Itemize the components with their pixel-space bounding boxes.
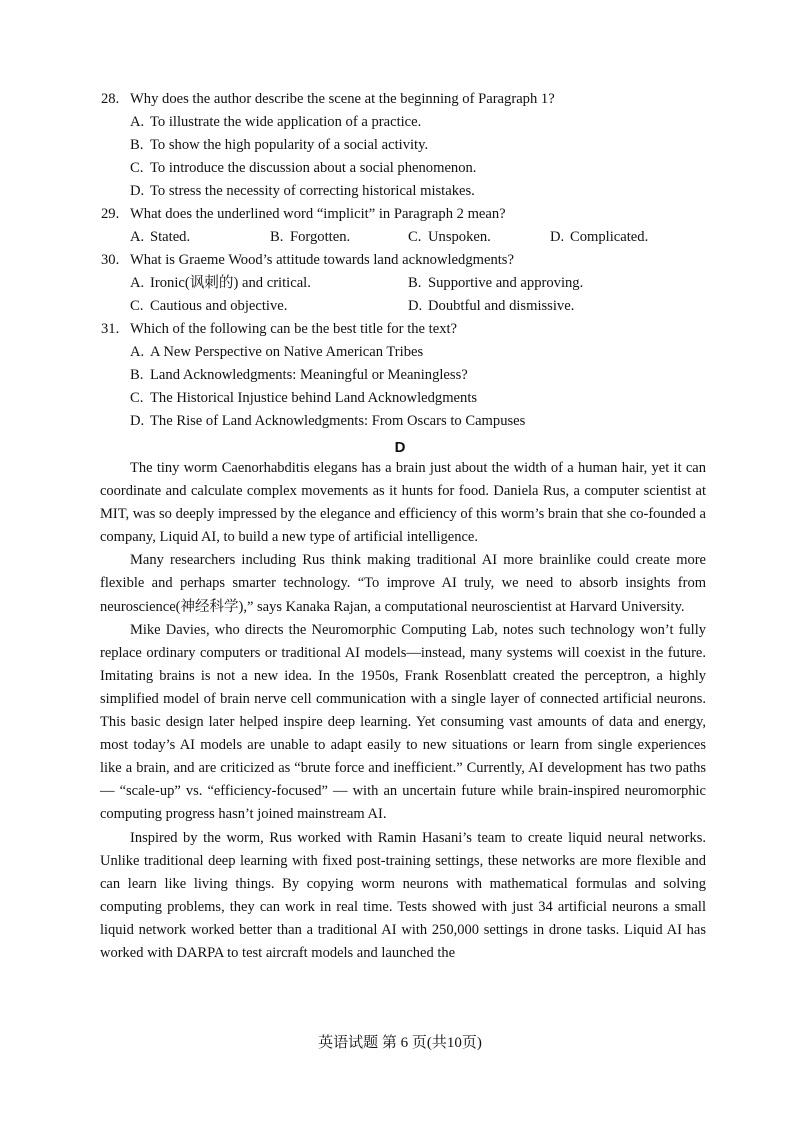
option-c: C. Cautious and objective.: [130, 298, 288, 314]
option-b: B. Supportive and approving.: [408, 275, 584, 291]
option-a: A. Stated.: [130, 229, 191, 245]
question-30: [0, 249, 800, 318]
section-heading: D: [394, 439, 406, 456]
question-number: 29.: [101, 206, 120, 222]
question-stem: What is Graeme Wood’s attitude towards land acknowledgments?: [130, 252, 514, 268]
option-b: B. Forgotten.: [270, 229, 351, 245]
option-c: C. To introduce the discussion about a social phenomenon.: [130, 160, 477, 176]
reading-passage: [100, 457, 706, 965]
question-31: [0, 318, 800, 433]
option-c: C. Unspoken.: [408, 229, 491, 245]
option-a: A. To illustrate the wide application of a practice.: [130, 114, 422, 130]
question-number: 31.: [101, 321, 120, 337]
option-d: D. Complicated.: [550, 229, 649, 245]
question-stem: What does the underlined word “implicit” in Paragraph 2 mean?: [130, 206, 506, 222]
passage-paragraph: The tiny worm Caenorhabditis elegans has a brain just about the width of a human hair, yet it can coordinate and calculate complex movements as it hunts for food. Daniela Rus, a computer scientist at MIT, was so deeply impressed by the elegance and efficiency of this worm’s brain that she co-founded a company, Liquid AI, to build a new type of artificial intelligence.: [100, 460, 706, 546]
question-number: 30.: [101, 252, 120, 268]
option-b: B. To show the high popularity of a social activity.: [130, 137, 429, 153]
option-d: D. Doubtful and dismissive.: [408, 298, 575, 314]
question-29: [0, 203, 800, 249]
question-list: [0, 88, 800, 433]
option-a: A. A New Perspective on Native American Tribes: [130, 344, 424, 360]
option-d: D. The Rise of Land Acknowledgments: From Oscars to Campuses: [130, 413, 526, 429]
question-28: [0, 88, 800, 203]
page-footer: 英语试题 第 6 页(共10页): [318, 1035, 482, 1051]
option-d: D. To stress the necessity of correcting historical mistakes.: [130, 183, 475, 199]
question-number: 28.: [101, 91, 120, 107]
question-stem: Which of the following can be the best title for the text?: [130, 321, 458, 337]
passage-paragraph: Many researchers including Rus think making traditional AI more brainlike could create more flexible and perhaps smarter technology. “To improve AI truly, we need to absorb insights from neuroscience(神经科学),” says Kanaka Rajan, a computational neuroscientist at Harvard University.: [100, 552, 706, 615]
option-b: B. Land Acknowledgments: Meaningful or Meaningless?: [130, 367, 468, 383]
option-a: A. Ironic(讽刺的) and critical.: [130, 275, 311, 291]
question-stem: Why does the author describe the scene at the beginning of Paragraph 1?: [130, 91, 555, 107]
passage-paragraph: Mike Davies, who directs the Neuromorphic Computing Lab, notes such technology won’t fully replace ordinary computers or traditional AI models—instead, many systems will coexist in the future. Imitating brains is not a new idea. In the 1950s, Frank Rosenblatt created the perceptron, a highly simplified model of brain nerve cell communication with a single layer of connected artificial neurons. This basic design later helped inspire deep learning. Yet consuming vast amounts of data and energy, most today’s AI models are unable to adapt easily to new situations or learn from single experiences like a brain, and are criticized as “brute force and inefficient.” Currently, AI development has two paths — “scale-up” vs. “efficiency-focused” — with an uncertain future while brain-inspired neuromorphic computing progress hasn’t joined mainstream AI.: [100, 621, 706, 823]
passage-paragraph: Inspired by the worm, Rus worked with Ramin Hasani’s team to create liquid neural networks. Unlike traditional deep learning with fixed post-training settings, these networks are more flexible and can learn like living things. By copying worm neurons with mathematical formulas and solving computing problems, they can work in real time. Tests showed with just 34 artificial neurons a small liquid network worked better than a traditional AI with 250,000 settings in drone tasks. Liquid AI has worked with DARPA to test aircraft models and launched the: [100, 829, 706, 961]
option-c: C. The Historical Injustice behind Land Acknowledgments: [130, 390, 478, 406]
